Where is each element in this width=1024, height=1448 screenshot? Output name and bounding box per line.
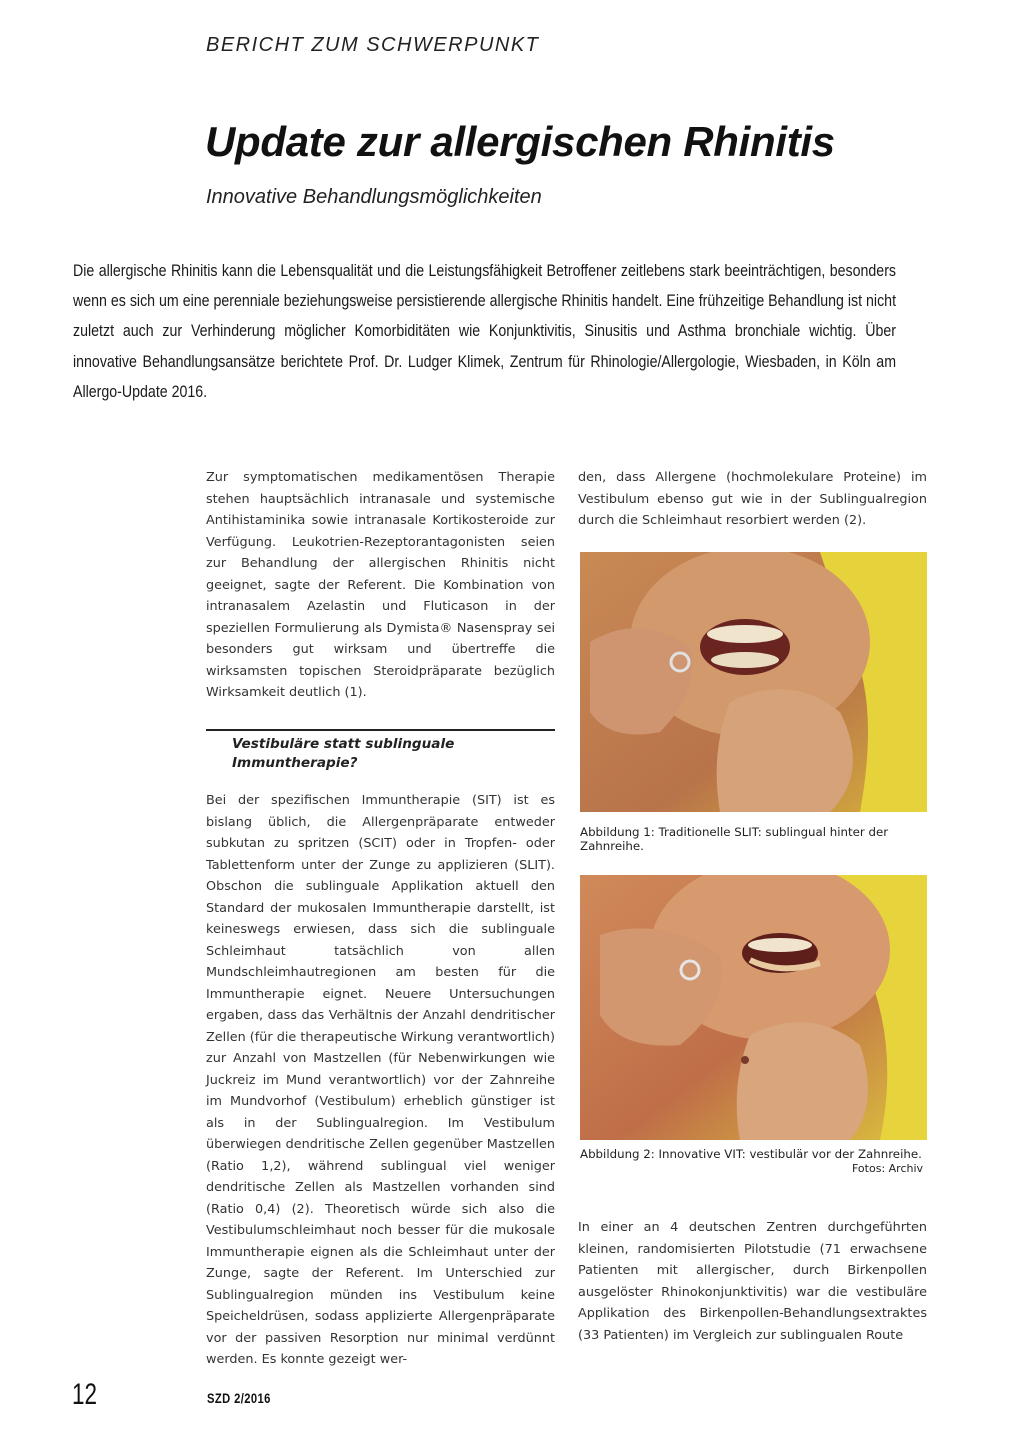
article-subtitle: Innovative Behandlungsmöglichkeiten [206,186,542,208]
photo-sublingual-image [580,552,927,812]
body-paragraph: In einer an 4 deutschen Zentren durchgeführten kleinen, randomisierten Pilotstudie (71 erwachsene Patienten mit allergischer, durch Birkenpollen ausgelöster Rhinokonjunktivitis) war die vestibuläre Applikation des Birkenpollen-Behandlungsextraktes (33 Patienten) im Vergleich zur sublingualen Route [578,1220,927,1343]
body-paragraph: Zur symptomatischen medikamentösen Therapie stehen hauptsächlich intranasale und systemische Antihistaminika sowie intranasale Kortikosteroide zur Verfügung. Leukotrien-Rezeptorantagonisten seien zur Behandlung der allergischen Rhinitis nicht geeignet, sagte der Referent. Die Kombination von intranasalem Azelastin und Fluticason in der speziellen Formulierung als Dymista® Nasenspray sei besonders gut wirksam und übertreffe die wirksamsten topischen Steroidpräparate bezüglich Wirksamkeit deutlich (1). [206,470,555,700]
lead-paragraph: Die allergische Rhinitis kann die Lebensqualität und die Leistungsfähigkeit Betroffener zeitlebens stark beeinträchtigen, besonders wenn es sich um eine perenniale beziehungsweise persistierende allergische Rhinitis handelt. Eine frühzeitige Behandlung ist nicht zuletzt auch zur Verhinderung möglicher Komorbiditäten wie Konjunktivitis, Sinusitis und Asthma bronchiale wichtig. Über innovative Behandlungsansätze berichtete Prof. Dr. Ludger Klimek, Zentrum für Rhinologie/Allergologie, Wiesbaden, in Köln am Allergo-Update 2016. [73,262,897,401]
body-column-left-top [206,467,555,704]
page-number: 12 [72,1378,98,1411]
figure-1-caption: Abbildung 1: Traditionelle SLIT: sublingual hinter der Zahnreihe. [580,825,889,853]
figure-2-caption: Abbildung 2: Innovative VIT: vestibulär vor der Zahnreihe. [580,1147,922,1161]
body-column-left-bottom [206,790,555,1371]
issue-label: SZD 2/2016 [207,1390,271,1406]
body-paragraph: Bei der spezifischen Immuntherapie (SIT) ist es bislang üblich, die Allergenpräparate entweder subkutan zu spritzen (SCIT) oder in Tropfen- oder Tablettenform unter der Zunge zu applizieren (SLIT). Obschon die sublinguale Applikation aktuell den Standard der mukosalen Immuntherapie darstellt, ist keineswegs erwiesen, dass sich die sublinguale Schleimhaut tatsächlich von allen Mundschleimhautregionen am besten für die Immuntherapie eignet. Neuere Untersuchungen ergaben, dass das Verhältnis der Anzahl dendritischer Zellen (für die therapeutische Wirkung verantwortlich) zur Anzahl von Mastzellen (für Nebenwirkungen wie Juckreiz im Mund verantwortlich) vor der Zahnreihe im Mundvorhof (Vestibulum) erheblich günstiger ist als in der Sublingualregion. Im Vestibulum überwiegen dendritische Zellen gegenüber Mastzellen (Ratio 1,2), während sublingual viel weniger dendritische Zellen als Mastzellen vorhanden sind (Ratio 0,4) (2). Theoretisch würde sich also die Vestibulumschleimhaut noch besser für die mukosale Immuntherapie eignen als die Schleimhaut unter der Zunge, sagte der Referent. Im Unterschied zur Sublingualregion münden ins Vestibulum keine Speicheldrüsen, sodass applizierte Allergenpräparate vor der passiven Resorption nur minimal verdünnt werden. Es konnte gezeigt wer- [206,793,556,1367]
article-title: Update zur allergischen Rhinitis [205,118,835,165]
section-kicker: BERICHT ZUM SCHWERPUNKT [206,34,540,56]
figure-2-photo [580,875,927,1140]
section-divider [206,729,555,731]
photo-vestibular-image [580,875,927,1140]
photo-credit: Fotos: Archiv [852,1162,924,1175]
section-heading: Vestibuläre statt sublinguale Immuntherapie? [232,736,455,771]
body-column-right-bottom [578,1217,927,1346]
body-column-right-top [578,467,927,532]
figure-1-photo [580,552,927,812]
body-paragraph: den, dass Allergene (hochmolekulare Proteine) im Vestibulum ebenso gut wie in der Sublingualregion durch die Schleimhaut resorbiert werden (2). [578,470,927,528]
